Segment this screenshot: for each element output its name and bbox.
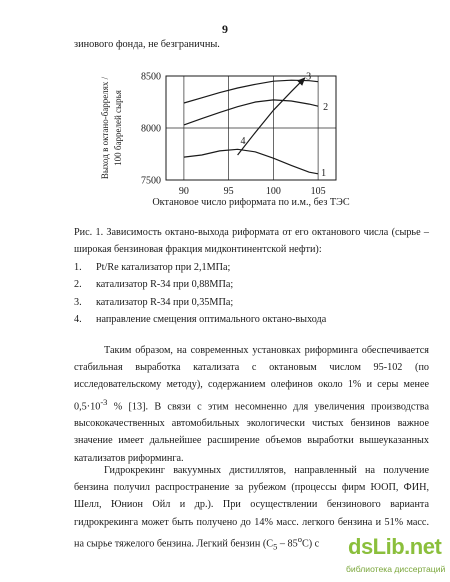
legend-item-text: катализатор R-34 при 0,35МПа; bbox=[96, 296, 234, 308]
legend-item-number: 3. bbox=[74, 296, 82, 308]
paragraph-text: – 85 bbox=[277, 538, 298, 550]
octane-yield-chart bbox=[0, 0, 450, 220]
chart-x-axis-label: Октановое число риформата по и.м., без ТЭС bbox=[152, 197, 350, 208]
chart-y-axis-label bbox=[100, 76, 123, 179]
paragraph-text: Таким образом, на современных установках риформинга обеспечивается стабильная выработка катализата с октановым числом 95-102 (по исследовательскому методу), содержанием олефинов около 1% и серы менее 0,5·10 bbox=[74, 345, 429, 412]
page-number: 9 bbox=[222, 22, 228, 36]
watermark-subtitle: библиотека диссертаций bbox=[346, 564, 446, 574]
series-line-2 bbox=[184, 100, 318, 125]
series-label: 2 bbox=[323, 102, 329, 114]
figure-caption: Рис. 1. Зависимость октано-выхода риформата от его октанового числа (сырье – широкая бензиновая фракция мидконтинентской нефти): bbox=[74, 227, 429, 255]
series-label: 1 bbox=[321, 167, 327, 179]
legend-item-text: Pt/Re катализатор при 2,1МПа; bbox=[96, 262, 231, 273]
chart-plot-area bbox=[141, 72, 336, 198]
exponent: -3 bbox=[100, 396, 108, 407]
series-line-4 bbox=[238, 78, 305, 155]
body-paragraph-1 bbox=[74, 342, 429, 467]
subscript: 5 bbox=[273, 541, 278, 552]
paragraph-text: Гидрокрекинг вакуумных дистиллятов, направленный на получение бензина получил распространение за рубежом (процессы фирм ЮОП, ФИН, Шелл, Юнион Ойл и др.). При осуществлении бензинового варианта гидрокрекинга может быть получено до 14% масс. легкого бензина и 51% масс. на сырье тяжелого бензина. Легкий бензин (C bbox=[74, 465, 429, 550]
x-tick-label: 90 bbox=[178, 186, 189, 197]
watermark-logo: dsLib.net bbox=[348, 534, 442, 559]
legend-item-number: 4. bbox=[74, 314, 82, 326]
intro-text-line: зинового фонда, не безграничны. bbox=[74, 39, 220, 50]
x-tick-label: 100 bbox=[265, 186, 281, 197]
y-axis-label-line: 100 баррелей сырья bbox=[113, 90, 123, 166]
legend-item-number: 2. bbox=[74, 279, 82, 291]
y-axis-label-line: Выход в октано-баррелях / bbox=[100, 76, 110, 180]
y-tick-label: 7500 bbox=[141, 175, 161, 187]
legend-item-number: 1. bbox=[74, 262, 82, 273]
x-tick-label: 105 bbox=[310, 186, 326, 197]
paragraph-text: C) с bbox=[301, 538, 320, 550]
dslib-watermark bbox=[346, 534, 450, 578]
degree-sign: o bbox=[297, 533, 302, 544]
x-tick-label: 95 bbox=[223, 186, 234, 197]
series-label: 3 bbox=[306, 71, 312, 83]
paragraph-text: % [13]. В связи с этим несомненно для увеличения производства высококачественных автомобильных экологически чистых бензинов важное значение имеет дальнейшее расширение объемов выработки вышеуказанных катализатов риформинга. bbox=[74, 401, 429, 464]
series-label: 4 bbox=[240, 136, 246, 148]
legend-item-text: катализатор R-34 при 0,88МПа; bbox=[96, 279, 234, 291]
series-line-3 bbox=[184, 80, 318, 103]
series-line-1 bbox=[184, 149, 318, 174]
y-tick-label: 8500 bbox=[141, 71, 161, 83]
y-tick-label: 8000 bbox=[141, 123, 161, 135]
legend-item-text: направление смещения оптимального октано-выхода bbox=[96, 314, 327, 326]
